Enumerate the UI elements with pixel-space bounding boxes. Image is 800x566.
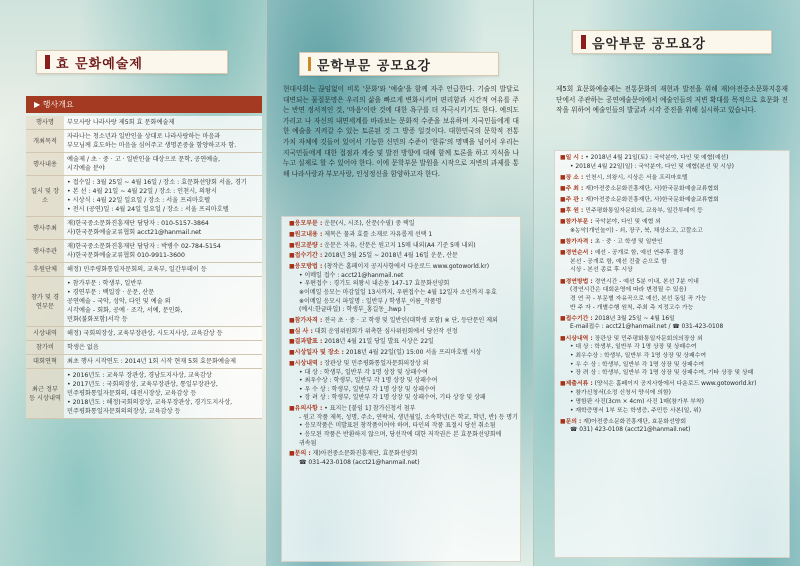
title-box — [36, 50, 228, 74]
info-item-line — [560, 315, 790, 324]
info-item-line — [289, 405, 521, 414]
info-item — [560, 238, 790, 247]
row-value — [64, 355, 262, 369]
row-value-line: • 전시 (공연)일 : 4월 24일 일요일 / 장소 : 서울 프리마호텔 — [67, 206, 229, 213]
info-item-label: ■일 시 : — [560, 155, 584, 161]
info-item — [560, 418, 790, 435]
info-item — [560, 207, 790, 216]
info-item-line — [289, 360, 521, 369]
panel-title: 음악부문 공모요강 — [592, 36, 706, 52]
info-item-line: • 장 려 상 : 학생부, 일반부 각 1명 상장 및 상패수여, 기타 상장 및 상패 — [570, 370, 754, 377]
info-item-line: • 우 수 상 : 학생부, 일반부 각 1명 상장 및 상패수여 — [299, 385, 436, 393]
info-item-line — [289, 317, 521, 326]
info-item-text: 재)아전중소문화진흥재단, 사)한국문화예술교류협회 — [583, 196, 719, 203]
info-item-label: ■접수기간 : — [560, 315, 593, 322]
info-item-line — [289, 252, 521, 261]
panel-music — [534, 0, 800, 566]
info-item-text: 재)아전중소문화진흥재단, 효문화선양회 — [310, 450, 418, 458]
info-item-text: 경연시간 - 예선 5분 이내, 본선 7분 이내 — [592, 278, 699, 285]
row-value — [64, 263, 262, 277]
info-item — [289, 405, 521, 448]
info-item-text: • 표지는 [붙임 1] 참가신청서 첨부 — [322, 405, 416, 413]
info-item-label: ■시상일자 및 장소 : — [289, 349, 344, 357]
info-item — [289, 242, 521, 251]
info-item-line: 시상 - 본선 종료 후 시상 — [570, 267, 633, 274]
info-item-line: • 응모작품은 미발표된 창작품이어야 하며, 타인의 작품 표절시 당선 취소됨 — [299, 422, 496, 430]
info-item-line: 본선 - 공개로 함, 예선 진출 순으로 함 — [570, 258, 667, 265]
info-item-text: 재)아전중소문화진흥재단, 사)한국문화예술교류협회 — [583, 185, 719, 192]
info-item-text: 2018년 4월 21일 당일 발표 시상은 22일 — [322, 338, 434, 346]
row-value-line: 예술제 / 초 · 중 · 고 · 일반인을 대상으로 문학, 공연예술, — [67, 156, 221, 163]
info-item-text: 초 · 중 · 고 학생 및 일반인 — [592, 238, 663, 245]
info-item-label: ■접수기간 : — [289, 252, 323, 260]
info-item-label: ■결과발표 : — [289, 338, 323, 346]
info-item-text: 민주평화통일자문회의, 교육부, 일간투데이 등 — [583, 208, 703, 215]
info-item — [289, 263, 521, 315]
row-key: 시상내역 — [26, 327, 64, 341]
info-item-line: (예시:한글파일) : 학생부_홍길동_.hwp ) — [299, 306, 406, 314]
info-item-line — [560, 196, 790, 205]
info-item-line: • 응모된 작품은 반환하지 않으며, 당선작에 대한 저작권은 본 효문화선양회에 — [299, 430, 502, 438]
info-item — [560, 380, 790, 415]
table-row — [26, 263, 262, 277]
info-item-label: ■문의 : — [289, 450, 311, 458]
info-item-label: ■원고분량 : — [289, 241, 323, 249]
info-item — [560, 174, 790, 183]
info-item — [289, 231, 521, 240]
title-deco — [45, 55, 50, 69]
info-item-text: 2018년 3월 25일 ~ 2018년 4월 16일 운문, 산문 — [322, 252, 458, 260]
info-item — [560, 249, 790, 275]
info-item-text: 운문(시, 시조), 산문(수필) 중 택일 — [322, 220, 415, 227]
info-item-label: ■참가자격 : — [289, 316, 323, 324]
title-box — [572, 30, 772, 54]
info-item-line: • 대 상 : 학생부, 일반부 각 1명 상장 및 상패수여 — [299, 368, 428, 376]
info-item-label: ■응모부문 : — [289, 220, 323, 227]
info-item-line — [289, 231, 521, 240]
row-value-line: • 2017년도 : 국회의장상, 교육부장관상, 통일부장관상, — [67, 381, 218, 388]
info-item-line — [289, 349, 521, 358]
overview-table — [26, 116, 262, 419]
row-value-line: 부모사랑 나라사랑 제5회 효 문화예술제 — [67, 119, 175, 126]
info-item — [289, 349, 521, 358]
row-value — [64, 116, 262, 130]
row-value-line: • 2016년도 : 교육부 장관상, 경남도지사상, 교육감상 — [67, 372, 212, 379]
row-value — [64, 240, 262, 263]
intro-text: 현대사회는 끊임없이 비록 '문화'와 '예술'을 함께 자주 언급한다. 기술의 발달로 대변되는 물질문명은 우리의 삶을 빠르게 변화시키며 편리함과 시간적 여유를 주는 반면 정서적인 것, '마음'이란 것에 대한 욕구를 더 자극시키기도 한다. 예의도 가리고 나 자신의 내면세계를 바라보는 문화적 수준을 보유하며 지국민들에게 대한 예술을 지켜갈 수 있는 토론된 것 그 방증 일것이다. 대한민국의 문학적 전통 가치 자체에 깃들어 있어서 기능한 신민의 수준이 '한류'의 명맥을 넘어서 우리는 지국민들에게 대한 접점과 계승 및 발전 방향에 대해 함께 토론을 하고 지식을 나누고 실제로 할 수 있어야 한다. 이에 문학부문 발원을 시작으로 저변의 과제를 통해 나라사랑과 부모사랑, 인성정신을 함양하고자 한다. — [283, 85, 519, 178]
row-value-line: • 본 선 : 4월 21일 ~ 4월 22일 / 장소 : 인천시, 의왕시 — [67, 188, 217, 195]
panel-festival-overview — [0, 0, 266, 566]
info-item-line: • 2018년 4월 22일(일) : 국악분야, 다인 및 예협(본선 및 시상) — [570, 163, 734, 170]
intro-text: 제5회 효문화예술제는 전통문화의 재현과 발전을 위해 재)아전중소문화지흥재단에서 주관하는 공연예술문야에서 예술인들의 저변 확대를 목적으로 효문화 진작을 위하여 예술인들의 발굴과 시각 증진을 위해 실시하고 있습니다. — [556, 85, 788, 115]
row-value — [64, 176, 262, 217]
table-row — [26, 217, 262, 240]
row-value — [64, 341, 262, 355]
row-value-line: 학생은 없음 — [67, 344, 99, 351]
info-item-line: ※농악(개인놀이) - 쇠, 장구, 북, 채상소고, 고깔소고 — [570, 227, 703, 234]
info-item-label: ■주 관 : — [560, 196, 584, 203]
info-item-line — [560, 278, 790, 287]
info-item — [289, 220, 521, 229]
info-item-label: ■제출서류 : — [560, 381, 593, 388]
info-item-text: 인천시, 의왕시, 시상은 서울 프리마호텔 — [583, 174, 688, 181]
info-item — [289, 360, 521, 403]
info-item-line: (경연시간은 대회운영에 따라 변경될 수 있음) — [570, 287, 687, 294]
info-item-text: (창작은 홈페이지 공지사항에서 다운로드 www.gotoworld.kr) — [322, 263, 490, 271]
info-item-line — [289, 450, 521, 459]
title-deco — [581, 35, 586, 49]
table-row — [26, 341, 262, 355]
info-item-line: ※이메일 응모는 마감일일 13시까지, 우편접수는 4월 12일자 소인까지 유효 — [299, 288, 497, 296]
panel-title: 효 문화예술제 — [56, 56, 143, 72]
row-key: 행사명 — [26, 116, 64, 130]
info-item — [289, 328, 521, 337]
row-value-line: • 참가부문 : 학생부, 일반부 — [67, 280, 143, 287]
row-value-line: 재)한국중소문화진흥재단 담당자 : 010-5157-3864 — [67, 220, 209, 227]
info-item-text: 장관상 및 민주평화통일자문회의장상 외 — [322, 360, 429, 367]
row-value-line: 민화(불화포함)서각 등 — [67, 316, 128, 323]
section-header: ▶ 행사개요 — [26, 96, 262, 113]
row-key: 행사주최 — [26, 217, 64, 240]
row-key: 일시 및 장소 — [26, 176, 64, 217]
row-value-line: • 시상식 : 4월 22일 일요일 / 장소 : 서울 프리마호텔 — [67, 197, 210, 204]
table-row — [26, 153, 262, 176]
table-row — [26, 355, 262, 369]
info-item-line — [560, 418, 790, 427]
row-key: 행사내용 — [26, 153, 64, 176]
info-item-label: ■문의 : — [560, 418, 582, 425]
row-value-line: 시각예술 분야 — [67, 165, 105, 172]
table-row — [26, 116, 262, 130]
info-item-label: ■심 사 : — [289, 327, 313, 335]
info-item-line: • 최우수상 : 학생부, 일반부 각 1명 상장 및 상패수여 — [299, 377, 438, 385]
table-row — [26, 130, 262, 153]
info-item — [289, 450, 521, 467]
info-item-line — [560, 218, 790, 227]
info-item — [560, 196, 790, 205]
info-item — [289, 252, 521, 261]
info-item-line — [560, 335, 790, 344]
info-item-line — [560, 185, 790, 194]
info-item-line — [560, 238, 790, 247]
info-item-line: 반 주 자 - 개별수행 원칙, 주최 측 지정고수 가능 — [570, 304, 694, 311]
table-row — [26, 327, 262, 341]
info-item-line: ☎ 031) 423-0108 (acct21@hanmail.net) — [570, 427, 691, 434]
panel-literature — [267, 0, 533, 566]
info-item-line: 경 연 곡 - 부문별 자유곡으로 예선, 본선 동일 곡 가능 — [570, 295, 707, 302]
row-value — [64, 369, 262, 419]
info-item-line — [560, 380, 790, 389]
info-item-text: 운문은 자유, 산문은 원고지 15매 내외(A4 기준 5매 내외) — [322, 241, 476, 249]
info-item-line — [289, 242, 521, 251]
info-item-label: ■참가자격 : — [560, 238, 593, 245]
info-item-line — [289, 220, 521, 229]
info-item-line: - 원고 작품 제목, 성명, 주소, 연락처, 생년월일, 소속학년(은 학교, 학년, 반) 등 명기 — [299, 413, 518, 421]
info-item-line — [560, 154, 790, 163]
info-item-line: • 이메일 접수 : acct21@hanmail.net — [299, 271, 404, 279]
info-item-label: ■유의사항 : — [289, 405, 323, 413]
info-item-line: ※이메일 응모시 파일명 : 일반부 / 학생부_이름_작품명 — [299, 297, 442, 305]
info-item-line: • 우편접수 : 경기도 의왕시 내손동 147-17 효문화선양회 — [299, 280, 450, 288]
row-value-line: 사)한국문화예술교류협회 acct21@hanmail.net — [67, 229, 202, 236]
row-key: 개최목적 — [26, 130, 64, 153]
table-row — [26, 176, 262, 217]
row-key: 행사주관 — [26, 240, 64, 263]
info-item-text: 대회 운영위원회가 위촉한 심사위원회에서 당선작 선정 — [312, 327, 458, 335]
row-value-line: 자라나는 청소년과 일반인을 상대로 나라사랑하는 마음과 — [67, 133, 221, 140]
info-item-label: ■시상내역 : — [560, 335, 593, 342]
info-item — [289, 338, 521, 347]
table-row — [26, 369, 262, 419]
info-item-label: ■시상내역 : — [289, 360, 323, 367]
row-value-line: 사)한국문화예술교류협회 010-9911-3600 — [67, 252, 185, 259]
info-item-line — [289, 338, 521, 347]
info-item-line: • 재학증명서 1부 또는 학생증, 주민등 사본(일, 위) — [570, 407, 702, 414]
info-item-line: • 우 수 상 : 학생부, 일반부 각 1명 상장 및 상패수여 — [570, 361, 705, 368]
info-item-label: ■장 소 : — [560, 174, 584, 181]
row-value-line: 공연예술 - 국악, 성악, 다인 및 예술 외 — [67, 298, 171, 305]
info-item — [560, 315, 790, 332]
info-item-line: • 최우수상 : 학생부, 일반부 각 1명 상장 및 상패수여 — [570, 352, 707, 359]
row-value — [64, 327, 262, 341]
info-item-line: 귀속됨 — [299, 439, 317, 447]
row-key: 참가 및 경연부문 — [26, 277, 64, 327]
row-value-line: 부모님께 효도하는 마음을 심어주고 생명존중을 함양하고자 함. — [67, 142, 237, 149]
info-item-text: 재)아전중소문화진흥재단, 효문화선양회 — [581, 418, 687, 425]
row-value — [64, 130, 262, 153]
row-key: 후원단체 — [26, 263, 64, 277]
row-value-line: 최초 행사 시작연도 : 2014년 1회 시작 현재 5회 효문화예술제 — [67, 358, 236, 365]
info-item-text: 2018년 4월 22일(일) 15:00 서울 프리마호텔 시상 — [343, 349, 482, 357]
info-item-label: ■경연순서 : — [560, 250, 593, 257]
info-item-line: • 대 상 : 학생부, 일반부 각 1명 상장 및 상패수여 — [570, 344, 697, 351]
info-item-text: • 2018년 4월 21일(토) : 국악분야, 다인 및 예협(예선) — [583, 155, 729, 161]
title-box — [299, 52, 499, 76]
row-value-line: 해정) 국회의장상, 교육부장관상, 시도지사상, 교육감상 등 — [67, 330, 223, 337]
info-item-text: 장관상 및 민주평화통일자문회의의장상 외 — [592, 335, 703, 342]
row-value — [64, 217, 262, 240]
info-item-line — [289, 263, 521, 272]
row-value-line: • 경연부문 : 백일장 · 운문, 산문 — [67, 289, 155, 296]
row-value-line: 민주평화통일자문회의, 대전시장상, 교육감상 등 — [67, 390, 197, 397]
info-item-line: E-mail접수 : acct21@hanmail.net / ☎ 031-423-0108 — [570, 324, 724, 331]
row-value-line: 재)한국중소문화진흥재단 담당자 : 박병수 02-784-5154 — [67, 243, 221, 250]
panel-title: 문학부문 공모요강 — [317, 58, 431, 74]
row-key: 최근 정부 등 시상내역 — [26, 369, 64, 419]
row-value — [64, 153, 262, 176]
info-item-text: 전국 초 · 중 · 고 학생 및 일반인(대학생 포함) ※ 단, 등단문인 제외 — [322, 316, 498, 324]
info-item-text: 2018년 3월 25일 ~ 4월 16일 — [592, 315, 675, 322]
row-key: 대회연혁 — [26, 355, 64, 369]
row-key: 참가비 — [26, 341, 64, 355]
literature-items — [289, 220, 521, 470]
info-item-label: ■주 최 : — [560, 185, 584, 192]
info-item-text: 국악분야, 다인 및 예협 외 — [592, 219, 661, 226]
info-item — [560, 185, 790, 194]
row-value-line: • 2018년도 : 해정)국회의장상, 교육부장관상, 경기도지사상, — [67, 399, 233, 406]
info-item-line: ☎ 031-423-0108 (acct21@hanmail.net) — [299, 458, 420, 466]
info-item — [560, 335, 790, 379]
info-item — [560, 218, 790, 235]
info-item-text: 예선 - 공개로 함, 예선 연주후 결정 — [592, 250, 684, 257]
row-value-line: • 접수일 : 3월 25일 ~ 4월 16일 / 장소 : 효문화선양회 서울, 경기 — [67, 179, 247, 186]
info-item-text: (양식은 홈페이지 공지사항에서 다운로드 www.gotoworld.kr) — [592, 381, 757, 388]
info-item-line: • 참가신청서(소정 신청서 양식에 의함) — [570, 390, 671, 397]
title-deco — [308, 57, 311, 71]
info-item — [289, 317, 521, 326]
info-item-label: ■경연방법 : — [560, 278, 593, 285]
info-item — [560, 278, 790, 313]
info-item-label: ■원고내용 : — [289, 230, 323, 238]
music-items — [560, 154, 790, 437]
row-value-line: 민주평화통일자문회의의장상, 교육감상 등 — [67, 408, 181, 415]
row-value-line: 시각예술 - 회화, 공예 · 조각, 서예, 문인화, — [67, 307, 183, 314]
info-item-line — [560, 249, 790, 258]
info-item-label: ■후 원 : — [560, 208, 584, 215]
table-row — [26, 240, 262, 263]
info-item-line — [289, 328, 521, 337]
info-item-line — [560, 174, 790, 183]
table-row — [26, 277, 262, 327]
info-item-label: ■응모방법 : — [289, 263, 323, 271]
info-item — [560, 154, 790, 171]
info-item-line: • 명함판 사진(3cm × 4cm) 사진 1매(참가부 부착) — [570, 398, 704, 405]
row-value-line: 해정) 민주평화통일자문회의, 교육부, 일간투데이 등 — [67, 266, 207, 273]
info-item-label: ■참가부문 : — [560, 219, 593, 226]
row-value — [64, 277, 262, 327]
info-item-line: • 장 려 상 : 학생부, 일반부 각 1명 상장 및 상패수여, 기타 상장 및 상패 — [299, 394, 486, 402]
info-item-text: 제목은 물과 효를 소재로 자유롭게 선택 1 — [322, 230, 433, 238]
info-item-line — [560, 207, 790, 216]
